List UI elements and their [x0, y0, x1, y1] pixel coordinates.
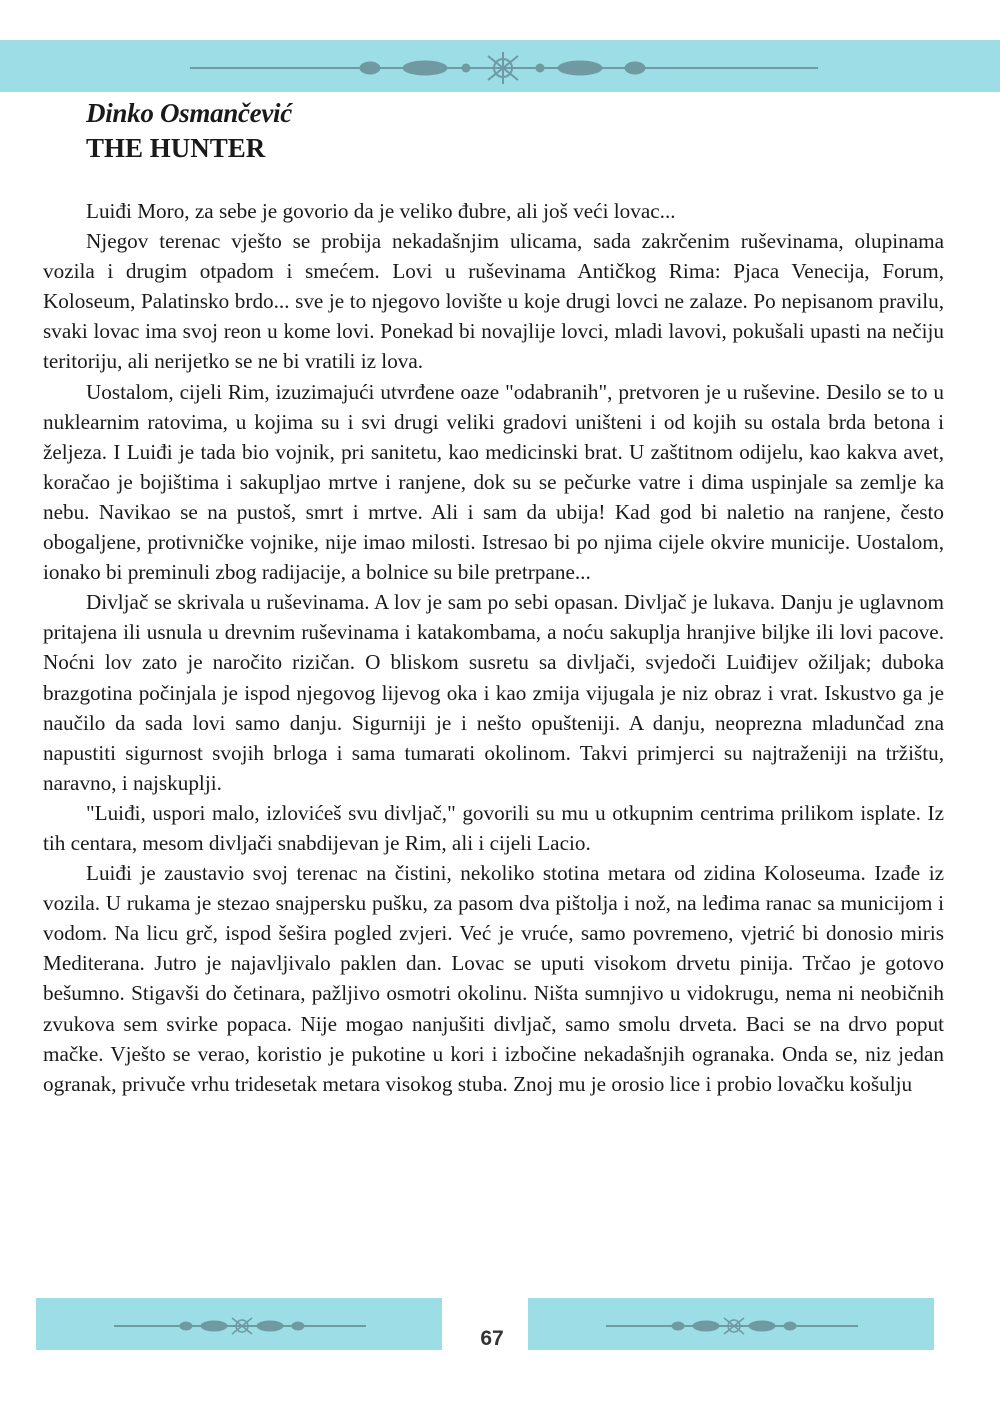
- header-band: [0, 40, 1000, 92]
- footer-ornament-right-icon: [528, 1298, 934, 1350]
- paragraph: Luiđi Moro, za sebe je govorio da je veliko đubre, ali još veći lovac...: [86, 199, 676, 223]
- paragraph: "Luiđi, uspori malo, izlovićeš svu divljač," govorili su mu u otkupnim centrima prilikom isplate. Iz tih centara, mesom divljači snabdijevan je Rim, ali i cijeli Lacio.: [43, 800, 944, 855]
- author-name: Dinko Osmančević: [86, 98, 292, 128]
- footer-band-right: [528, 1298, 934, 1350]
- footer-ornament-left-icon: [36, 1298, 442, 1350]
- page-number: 67: [480, 1327, 504, 1350]
- story-title: THE HUNTER: [86, 133, 266, 163]
- paragraph: Njegov terenac vješto se probija nekadašnjim ulicama, sada zakrčenim ruševinama, olupinama vozila i drugim otpadom i smećem. Lovi u ruševinama Antičkog Rima: Pjaca Venecija, Forum, Koloseum, Palatinsko brdo... sve je to njegovo lovište u koje drugi lovci ne zalaze. Po nepisanom pravilu, svaki lovac ima svoj reon u kome lovi. Ponekad bi novajlije lovci, mladi lavovi, pokušali upasti na nečiju teritoriju, ali nerijetko se ne bi vratili iz lova.: [43, 229, 944, 374]
- paragraph: Luiđi je zaustavio svoj terenac na čistini, nekoliko stotina metara od zidina Koloseuma. Izađe iz vozila. U rukama je stezao snajpersku pušku, za pasom dva pištolja i nož, na leđima ranac sa municijom i vodom. Na licu grč, ispod šešira pogled zvjeri. Već je vruće, samo povremeno, vjetrić bi donosio miris Mediterana. Jutro je najavljivalo paklen dan. Lovac se uputi visokom drvetu pinija. Trčao je gotovo bešumno. Stigavši do četinara, pažljivo osmotri okolinu. Ništa sumnjivo u vidokrugu, nema ni neobičnih zvukova sem svirke popaca. Nije mogao nanjušiti divljač, samo smolu drveta. Baci se na drvo poput mačke. Vješto se verao, koristio je pukotine u kori i izbočine nekadašnjih ogranaka. Onda se, niz jedan ogranak, privuče vrhu tridesetak metara visokog stuba. Znoj mu je orosio lice i probio lovačku košulju: [43, 861, 944, 1096]
- paragraph: Divljač se skrivala u ruševinama. A lov je sam po sebi opasan. Divljač je lukava. Danju je uglavnom pritajena ili usnula u drevnim ruševinama i katakombama, a noću sakuplja hranjive biljke ili lovi pacove. Noćni lov zato je naročito rizičan. O bliskom susretu sa divljači, svjedoči Luiđijev ožiljak; duboka brazgotina počinjala je ispod njegovog lijevog oka i kao zmija vijugala je niz obraz i vrat. Iskustvo ga je naučilo da sada lovi samo danju. Sigurniji je i nešto opušteniji. A danju, neoprezna mladunčad zna napustiti sigurnost svojih brloga i sama tumarati okolinom. Takvi primjerci su najtraženiji na tržištu, naravno, i najskuplji.: [43, 590, 944, 795]
- footer-band-left: [36, 1298, 442, 1350]
- story-body: [43, 196, 944, 1099]
- paragraph: Uostalom, cijeli Rim, izuzimajući utvrđene oaze "odabranih", pretvoren je u ruševine. Desilo se to u nuklearnim ratovima, u kojima su i svi drugi veliki gradovi uništeni i od kojih su ostala brda betona i željeza. I Luiđi je tada bio vojnik, pri sanitetu, kao medicinski brat. U zaštitnom odijelu, kao kakva avet, koračao je bojištima i sakupljao mrtve i ranjene, dok su se pečurke vatre i dima uspinjale sa zemlje ka nebu. Navikao se na pustoš, smrt i mrtve. Ali i sam da ubija! Kad god bi naletio na ranjene, često obogaljene, protivničke vojnike, nije imao milosti. Istresao bi po njima cijele okvire municije. Uostalom, ionako bi preminuli zbog radijacije, a bolnice su bile pretrpane...: [43, 379, 944, 585]
- header-ornament-icon: [0, 40, 1000, 92]
